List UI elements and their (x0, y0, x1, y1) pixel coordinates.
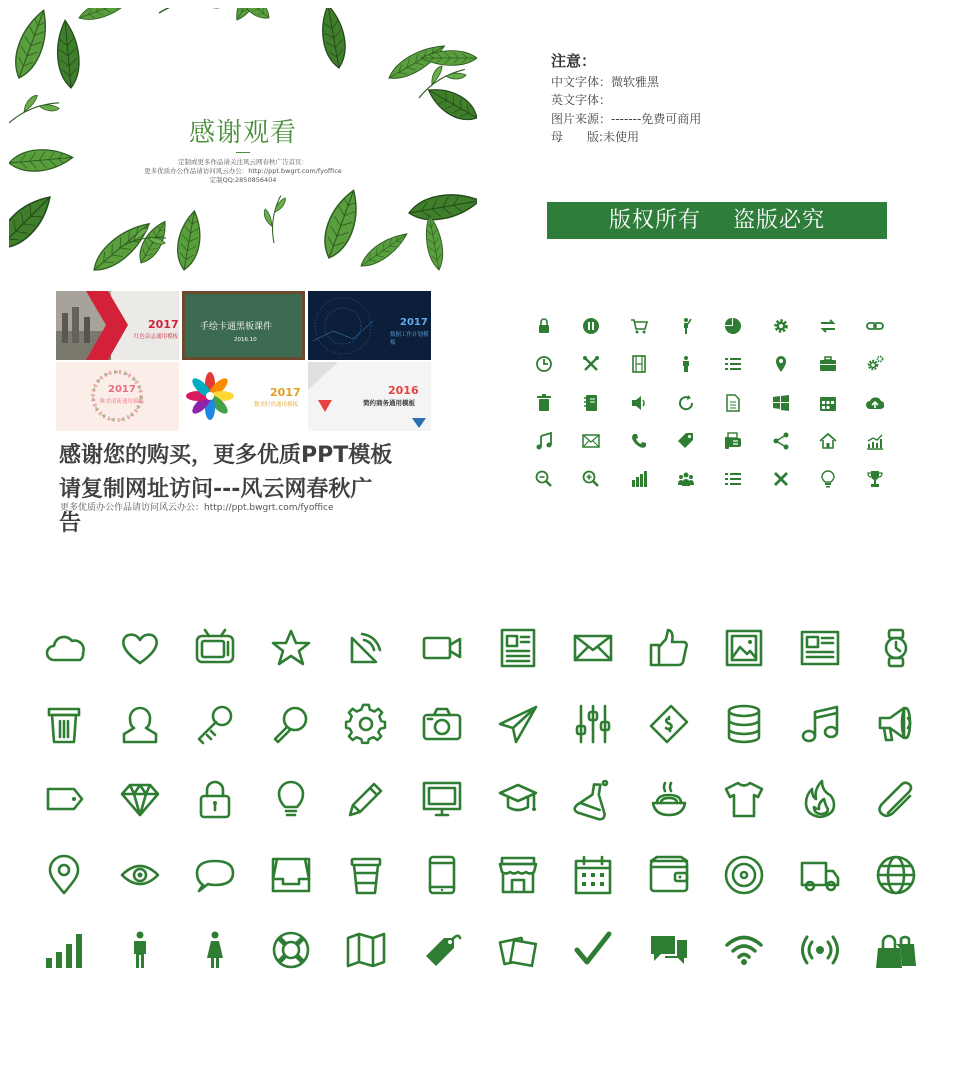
trophy-icon (857, 461, 893, 497)
inbox-icon (253, 837, 329, 913)
diamond-icon (102, 761, 178, 837)
location-icon (26, 837, 102, 913)
copyright-right: 盗版必究 (733, 208, 826, 233)
pencil-icon (328, 761, 404, 837)
disc-icon (706, 837, 782, 913)
money-icon (631, 686, 707, 762)
calendar-icon (810, 385, 846, 421)
wallet-icon (631, 837, 707, 913)
globe-icon (858, 837, 934, 913)
man-icon (102, 912, 178, 988)
slide-title: 感谢观看 (188, 118, 297, 148)
database-icon (706, 686, 782, 762)
envelope-icon (555, 610, 631, 686)
user-icon (102, 686, 178, 762)
satellite-icon (328, 610, 404, 686)
notes-line-font-cn: 中文字体：微软雅黑 (551, 74, 660, 89)
person-raise-icon (668, 308, 704, 344)
thumb-5-year: 2017 (270, 386, 301, 399)
tags-icon (668, 423, 704, 459)
promo-small-text: 更多优质办公作品请访问风云办公：http://ppt.bwgrt.com/fyoffice (60, 503, 334, 513)
share-icon (763, 423, 799, 459)
thumb-blackboard[interactable] (182, 291, 305, 360)
clock-icon (526, 346, 562, 382)
tshirt-icon (706, 761, 782, 837)
fax-icon (715, 423, 751, 459)
cloud-upload-icon (857, 385, 893, 421)
chat-icon (631, 912, 707, 988)
thumb-2-subtitle: 2016.10 (234, 337, 257, 343)
trend-chart-icon (857, 423, 893, 459)
close-icon (763, 461, 799, 497)
thumb-3-year: 2017 (400, 317, 428, 328)
thumb-business[interactable] (308, 362, 431, 431)
map-pin-icon (763, 346, 799, 382)
truck-icon (782, 837, 858, 913)
lock-icon (526, 308, 562, 344)
watch-icon (858, 610, 934, 686)
zoom-in-icon (573, 461, 609, 497)
gear-icon (763, 308, 799, 344)
lifebuoy-icon (253, 912, 329, 988)
home-icon (810, 423, 846, 459)
template-thumbnails (56, 291, 432, 431)
slide-line-3: 定制QQ:2850856404 (209, 176, 277, 184)
photos-icon (480, 912, 556, 988)
flask-icon (555, 761, 631, 837)
cart-icon (621, 308, 657, 344)
thumb-1-subtitle: 红色杂志通用模板 (134, 334, 179, 340)
video-camera-icon (404, 610, 480, 686)
checkmark-icon (555, 912, 631, 988)
slide-line-1: 定制或更多作品请关注风云网春秋广告首页： (178, 158, 308, 166)
thumb-1-year: 2017 (148, 318, 179, 331)
trash-bin-icon (26, 686, 102, 762)
bar-chart-icon (621, 461, 657, 497)
tv-icon (177, 610, 253, 686)
link-icon (857, 308, 893, 344)
trash-icon (526, 385, 562, 421)
thumb-2-title: 手绘卡通黑板课件 (200, 322, 273, 332)
slide-line-2: 更多优质办公作品请访问风云办公：http://ppt.bwgrt.com/fyoffice (144, 167, 342, 175)
person-icon (668, 346, 704, 382)
shop-icon (480, 837, 556, 913)
thumb-red-magazine[interactable] (56, 291, 179, 360)
promo-text (59, 439, 429, 541)
windows-icon (763, 385, 799, 421)
noodle-bowl-icon (631, 761, 707, 837)
star-icon (253, 610, 329, 686)
list-numbered-icon (715, 461, 751, 497)
pause-icon (573, 308, 609, 344)
price-tag-icon (404, 912, 480, 988)
thumb-4-subtitle: 唯美清新通用模板 (100, 399, 145, 405)
small-icon-grid (526, 308, 910, 498)
chat-bubble-icon (177, 837, 253, 913)
thumb-6-subtitle: 简约商务通用模板 (363, 399, 415, 407)
shopping-bags-icon (858, 912, 934, 988)
refresh-icon (668, 385, 704, 421)
notes-panel (551, 52, 701, 147)
promo-line-3: 告 (59, 511, 82, 536)
thumb-data-plan[interactable] (308, 291, 431, 360)
map-icon (328, 912, 404, 988)
wifi-icon (706, 912, 782, 988)
camera-icon (404, 686, 480, 762)
sliders-icon (555, 686, 631, 762)
light-bulb-icon (253, 761, 329, 837)
paper-plane-icon (480, 686, 556, 762)
notes-line-master: 母 版:未使用 (551, 130, 640, 144)
padlock-icon (177, 761, 253, 837)
notes-title: 注意： (551, 52, 597, 70)
notes-line-image-source: 图片来源：-------免费可商用 (551, 111, 702, 126)
cloud-icon (26, 610, 102, 686)
group-icon (668, 461, 704, 497)
gears-icon (857, 346, 893, 382)
paperclip-icon (858, 761, 934, 837)
graduation-cap-icon (480, 761, 556, 837)
newspaper-icon (480, 610, 556, 686)
pie-chart-icon (715, 308, 751, 344)
thumb-4-year: 2017 (108, 384, 136, 395)
music-note-icon (782, 686, 858, 762)
list-icon (715, 346, 751, 382)
thumb-fresh[interactable] (56, 362, 179, 431)
signal-bars-icon (26, 912, 102, 988)
news-icon (782, 610, 858, 686)
broadcast-icon (782, 912, 858, 988)
fire-icon (782, 761, 858, 837)
heart-icon (102, 610, 178, 686)
document-icon (715, 385, 751, 421)
thumb-3-subtitle: 数据工作计划模板 (390, 332, 429, 346)
exchange-icon (810, 308, 846, 344)
music-icon (526, 423, 562, 459)
phone-icon (621, 423, 657, 459)
notebook-icon (573, 385, 609, 421)
settings-icon (328, 686, 404, 762)
coffee-cup-icon (328, 837, 404, 913)
tablet-icon (404, 837, 480, 913)
notes-line-font-en: 英文字体： (551, 93, 612, 107)
thumb-5-subtitle: 数美时尚通用模板 (254, 402, 299, 408)
thumb-fashion[interactable] (182, 362, 305, 431)
briefcase-icon (810, 346, 846, 382)
tools-icon (573, 346, 609, 382)
calendar-grid-icon (555, 837, 631, 913)
mail-icon (573, 423, 609, 459)
megaphone-icon (858, 686, 934, 762)
slide-divider (236, 152, 250, 153)
thumbs-up-icon (631, 610, 707, 686)
promo-line-2: 请复制网址访问---风云网春秋广 (59, 477, 373, 502)
promo-line-1: 感谢您的购买，更多优质PPT模板 (59, 443, 393, 468)
slide-preview (9, 8, 477, 271)
lightbulb-icon (810, 461, 846, 497)
outline-icon-grid (26, 610, 938, 980)
eye-icon (102, 837, 178, 913)
zoom-out-icon (526, 461, 562, 497)
speaker-icon (621, 385, 657, 421)
film-icon (621, 346, 657, 382)
key-icon (177, 686, 253, 762)
picture-icon (706, 610, 782, 686)
thumb-6-year: 2016 (388, 384, 419, 397)
tag-icon (26, 761, 102, 837)
monitor-icon (404, 761, 480, 837)
copyright-left: 版权所有 (608, 208, 701, 233)
magnifier-icon (253, 686, 329, 762)
woman-icon (177, 912, 253, 988)
copyright-banner (547, 202, 887, 239)
